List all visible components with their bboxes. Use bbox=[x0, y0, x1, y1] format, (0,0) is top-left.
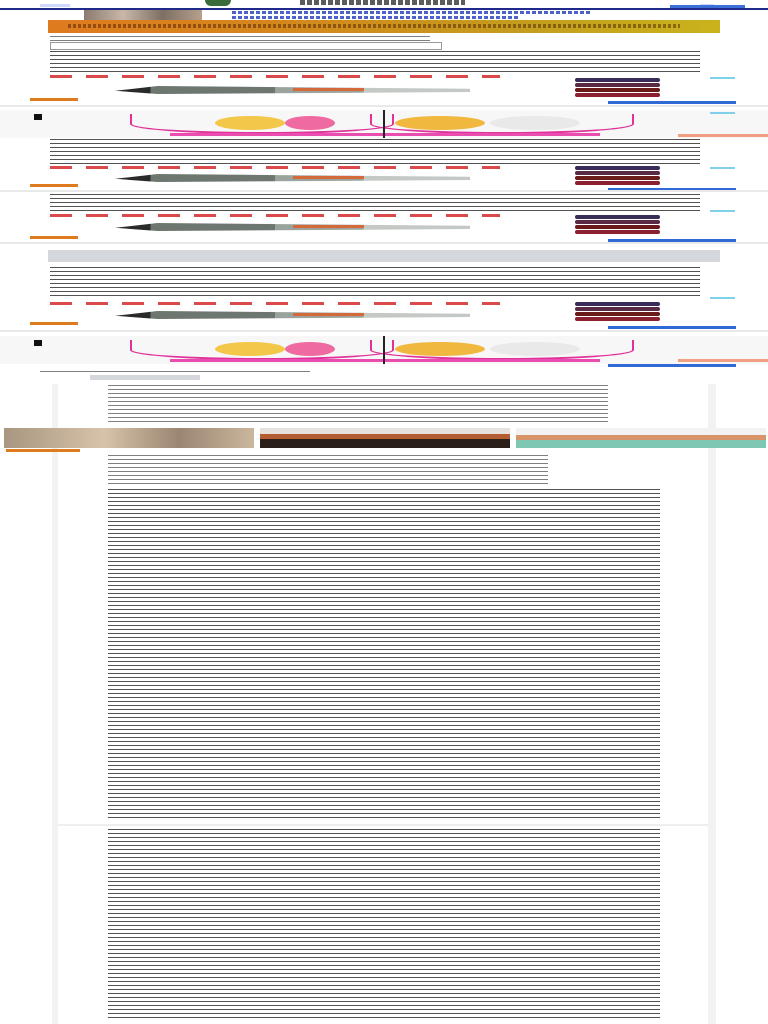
listing-links[interactable] bbox=[50, 214, 500, 217]
buy-button[interactable] bbox=[608, 364, 736, 367]
listing-tag[interactable] bbox=[30, 236, 78, 239]
listing-links[interactable] bbox=[50, 302, 500, 305]
product-image[interactable] bbox=[115, 82, 470, 96]
buy-button[interactable] bbox=[608, 326, 736, 329]
listing-tag[interactable] bbox=[30, 322, 78, 325]
promo-banner[interactable] bbox=[48, 20, 720, 33]
nav-tab[interactable] bbox=[40, 4, 70, 7]
thumbnail-image[interactable] bbox=[260, 428, 510, 448]
image-carousel[interactable] bbox=[0, 110, 768, 138]
listing-description bbox=[50, 266, 700, 298]
article-body bbox=[108, 488, 660, 820]
hero-thumbnail[interactable] bbox=[84, 10, 202, 20]
article-intro bbox=[108, 384, 608, 424]
product-image[interactable] bbox=[115, 219, 470, 233]
listing-links[interactable] bbox=[50, 166, 500, 169]
site-title[interactable] bbox=[300, 0, 465, 5]
product-image[interactable] bbox=[115, 170, 470, 184]
color-swatches[interactable] bbox=[575, 78, 660, 100]
thumbnail-row bbox=[4, 428, 764, 448]
image-carousel[interactable] bbox=[0, 336, 768, 364]
listing-tag[interactable] bbox=[30, 184, 78, 187]
search-input[interactable] bbox=[50, 42, 442, 50]
section-divider bbox=[0, 242, 768, 244]
hero-headline[interactable] bbox=[232, 11, 592, 20]
side-link[interactable] bbox=[710, 167, 735, 169]
buy-button[interactable] bbox=[608, 101, 736, 104]
side-link[interactable] bbox=[710, 297, 735, 299]
listing-description bbox=[50, 138, 700, 164]
article-text bbox=[108, 454, 548, 484]
section-divider bbox=[0, 190, 768, 192]
carousel-caption bbox=[678, 359, 768, 362]
color-swatches[interactable] bbox=[575, 215, 660, 237]
carousel-prev-arrow-icon[interactable] bbox=[34, 340, 42, 346]
thumbnail-tag[interactable] bbox=[6, 449, 80, 452]
side-link[interactable] bbox=[710, 210, 735, 212]
side-link[interactable] bbox=[710, 112, 735, 114]
site-logo[interactable] bbox=[205, 0, 231, 6]
intro-text bbox=[50, 35, 430, 41]
product-image[interactable] bbox=[115, 307, 470, 321]
article-body-continued bbox=[108, 828, 660, 1020]
listing-links[interactable] bbox=[50, 75, 500, 78]
carousel-prev-arrow-icon[interactable] bbox=[34, 114, 42, 120]
breadcrumb[interactable] bbox=[90, 375, 200, 380]
color-swatches[interactable] bbox=[575, 302, 660, 324]
thumbnail-image[interactable] bbox=[4, 428, 254, 448]
listing-description bbox=[50, 50, 700, 72]
section-divider bbox=[0, 105, 768, 107]
section-divider bbox=[0, 330, 768, 332]
thumbnail-image[interactable] bbox=[516, 428, 766, 448]
side-link[interactable] bbox=[710, 77, 735, 79]
section-header bbox=[48, 250, 720, 262]
color-swatches[interactable] bbox=[575, 166, 660, 188]
listing-description bbox=[50, 193, 700, 213]
section-divider bbox=[58, 824, 708, 826]
carousel-caption bbox=[678, 134, 768, 137]
scrollbar[interactable] bbox=[708, 384, 716, 1024]
listing-tag[interactable] bbox=[30, 98, 78, 101]
caption-text bbox=[40, 370, 310, 374]
